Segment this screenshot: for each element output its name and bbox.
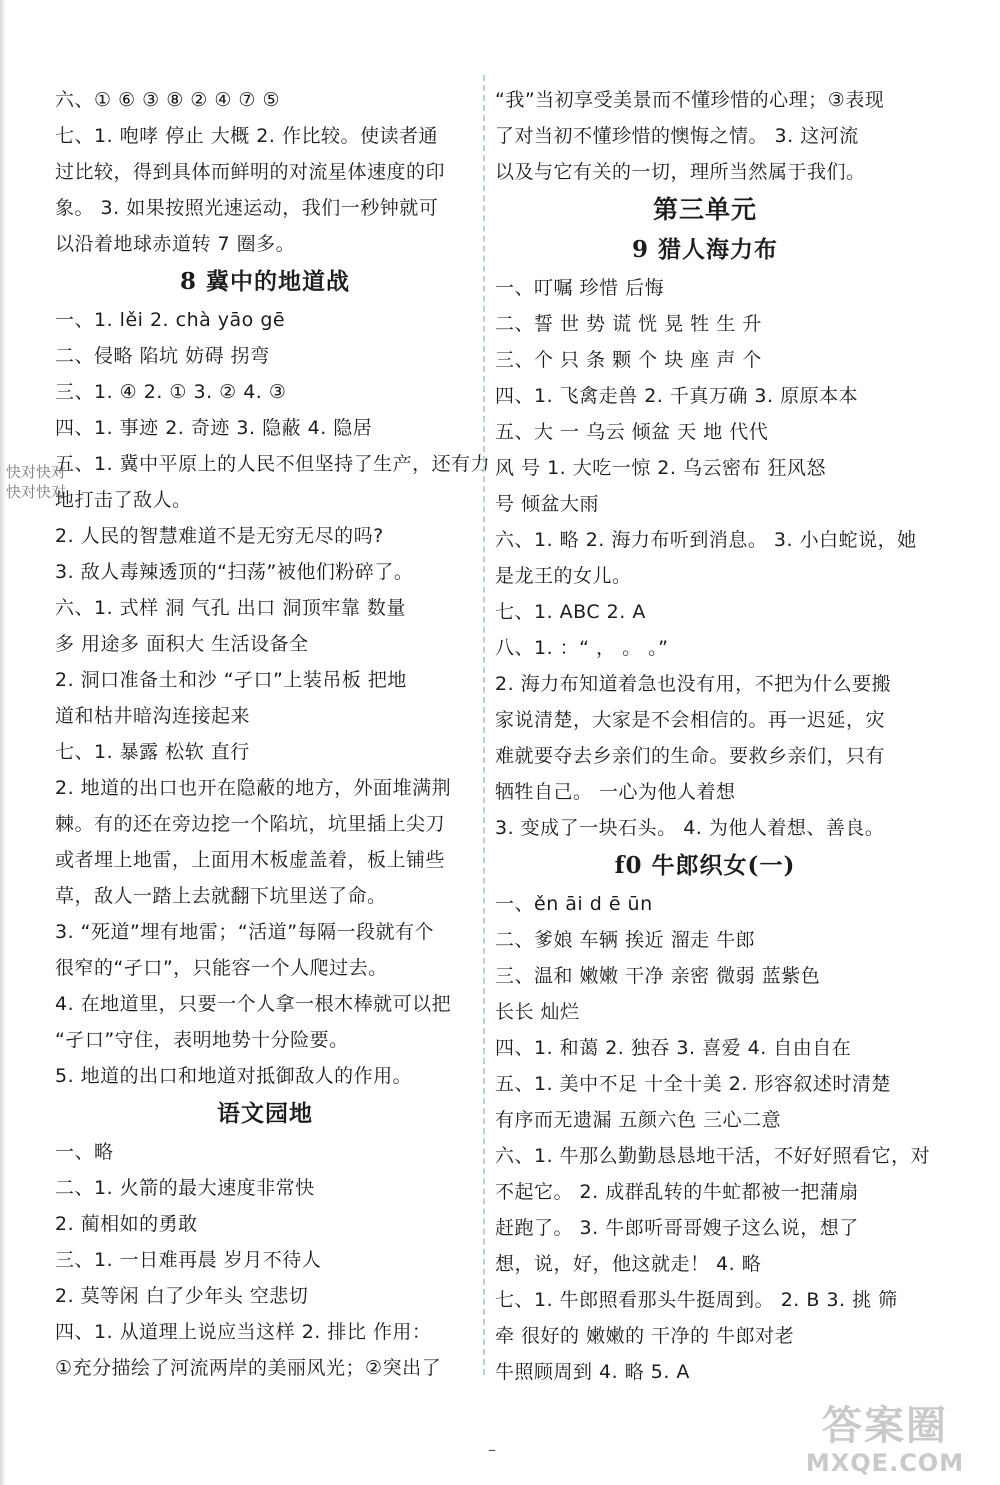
answer-line: 4. 在地道里，只要一个人拿一根木棒就可以把 — [55, 993, 452, 1015]
answer-line: 四、1. 飞禽走兽 2. 千真万确 3. 原原本本 — [495, 385, 859, 407]
answer-line: 六、1. 式样 洞 气孔 出口 洞顶牢靠 数量 — [55, 597, 406, 619]
answer-line: 七、1. ABC 2. A — [495, 601, 646, 623]
answer-line: 想，说，好，他这就走！ 4. 略 — [495, 1253, 762, 1275]
answer-line: 5. 地道的出口和地道对抵御敌人的作用。 — [55, 1065, 413, 1087]
answer-line: 五、1. 冀中平原上的人民不但坚持了生产，还有力 — [55, 453, 491, 475]
answer-line: 棘。有的还在旁边挖一个陷坑，坑里插上尖刀 — [55, 813, 446, 835]
section-title: 语文园地 — [217, 1100, 313, 1127]
answer-line: 长长 灿烂 — [495, 1001, 580, 1023]
answer-line: 六、1. 牛那么勤勤恳恳地干活，不好好照看它，对 — [495, 1145, 931, 1167]
answer-line: 3. “死道”埋有地雷；“活道”每隔一段就有个 — [55, 921, 435, 943]
answer-line: 草，敌人一踏上去就翻下坑里送了命。 — [55, 885, 387, 907]
answer-line: 二、1. 火箭的最大速度非常快 — [55, 1177, 315, 1199]
answer-line: 三、1. ④ 2. ① 3. ② 4. ③ — [55, 381, 287, 403]
lesson-title: 9 猎人海力布 — [631, 236, 778, 263]
answer-line: 2. 莫等闲 白了少年头 空悲切 — [55, 1285, 309, 1307]
answer-line: 难就要夺去乡亲们的生命。要救乡亲们，只有 — [495, 745, 886, 767]
right-column — [495, 82, 931, 1390]
answer-line: ①充分描绘了河流两岸的美丽风光；②突出了 — [55, 1357, 442, 1379]
answer-line: 二、爹娘 车辆 挨近 溜走 牛郎 — [495, 929, 756, 951]
answer-line: 六、① ⑥ ③ ⑧ ② ④ ⑦ ⑤ — [55, 89, 281, 111]
answer-line: 地打击了敌人。 — [55, 489, 192, 511]
answer-line: 2. 蔺相如的勇敢 — [55, 1213, 198, 1235]
answer-line: 很窄的“孑口”，只能容一个人爬过去。 — [55, 957, 388, 979]
answer-line: 五、1. 美中不足 十全十美 2. 形容叙述时清楚 — [495, 1073, 891, 1095]
answer-line: 三、1. 一日难再晨 岁月不待人 — [55, 1249, 322, 1271]
answer-line: 或者埋上地雷，上面用木板虚盖着，板上铺些 — [55, 849, 446, 871]
answer-line: 2. 人民的智慧难道不是无穷无尽的吗? — [55, 525, 384, 547]
margin-note-line: 快对快对 — [6, 463, 67, 481]
answer-line: 三、温和 嫩嫩 干净 亲密 微弱 蓝紫色 — [495, 965, 821, 987]
answer-line: 风 号 1. 大吃一惊 2. 乌云密布 狂风怒 — [495, 457, 826, 479]
unit-title: 第三单元 — [652, 195, 757, 224]
left-column — [55, 82, 491, 1386]
answer-line: 不起它。 2. 成群乱转的牛虻都被一把蒲扇 — [495, 1181, 859, 1203]
answer-line: 五、大 一 乌云 倾盆 天 地 代代 — [495, 421, 769, 443]
answer-line: “我”当初享受美景而不懂珍惜的心理；③表现 — [495, 89, 885, 111]
answer-line: 是龙王的女儿。 — [495, 565, 632, 587]
answer-line: “孑口”守住，表明地势十分险要。 — [55, 1029, 349, 1051]
answer-line: 四、1. 事迹 2. 奇迹 3. 隐蔽 4. 隐居 — [55, 417, 373, 439]
watermark-url: MXQE.COM — [805, 1449, 965, 1477]
answer-line: 家说清楚，大家是不会相信的。再一迟延，灾 — [495, 709, 886, 731]
margin-handwritten-note — [6, 462, 66, 502]
answer-line: 四、1. 和蔼 2. 独吞 3. 喜爱 4. 自由自在 — [495, 1037, 852, 1059]
answer-line: 七、1. 暴露 松软 直行 — [55, 741, 250, 763]
column-divider — [483, 75, 485, 1375]
answer-line: 以及与它有关的一切，理所当然属于我们。 — [495, 161, 866, 183]
answer-line: 了对当初不懂珍惜的懊悔之情。 3. 这河流 — [495, 125, 859, 147]
answer-line: 七、1. 咆哮 停止 大概 2. 作比较。使读者通 — [55, 125, 438, 147]
answer-line: 一、1. lěi 2. chà yāo gē — [55, 309, 286, 331]
lesson-title: 8 冀中的地道战 — [179, 268, 350, 295]
answer-line: 一、略 — [55, 1141, 114, 1163]
answer-line: 一、ěn āi d ē ūn — [495, 893, 653, 915]
watermark-logo: 答案圈 — [822, 1403, 948, 1449]
page-edge-shadow — [0, 0, 6, 1485]
answer-line: 四、1. 从道理上说应当这样 2. 排比 作用： — [55, 1321, 432, 1343]
watermark — [780, 1403, 990, 1477]
answer-line: 二、誓 世 势 谎 恍 晃 牲 生 升 — [495, 313, 762, 335]
answer-line: 七、1. 牛郎照看那头牛挺周到。 2. B 3. 挑 筛 — [495, 1289, 898, 1311]
answer-line: 3. 敌人毒辣透顶的“扫荡”被他们粉碎了。 — [55, 561, 414, 583]
answer-line: 号 倾盆大雨 — [495, 493, 600, 515]
answer-line: 牛照顾周到 4. 略 5. A — [495, 1361, 690, 1383]
answer-line: 三、个 只 条 颗 个 块 座 声 个 — [495, 349, 762, 371]
margin-note-line: 快对快对 — [6, 483, 67, 501]
answer-line: 2. 海力布知道着急也没有用，不把为什么要搬 — [495, 673, 892, 695]
answer-line: 象。 3. 如果按照光速运动，我们一秒钟就可 — [55, 197, 439, 219]
answer-line: 多 用途多 面积大 生活设备全 — [55, 633, 309, 655]
answer-line: 二、侵略 陷坑 妨碍 拐弯 — [55, 345, 270, 367]
answer-line: 道和枯井暗沟连接起来 — [55, 705, 251, 727]
answer-line: 2. 洞口准备土和沙 “孑口”上装吊板 把地 — [55, 669, 407, 691]
answer-line: 牺牲自己。 一心为他人着想 — [495, 781, 736, 803]
answer-line: 3. 变成了一块石头。 4. 为他人着想、善良。 — [495, 817, 885, 839]
answer-line: 以沿着地球赤道转 7 圈多。 — [55, 233, 296, 255]
answer-line: 八、1. ：“ ， 。 。” — [495, 637, 669, 659]
answer-line: 六、1. 略 2. 海力布听到消息。 3. 小白蛇说，她 — [495, 529, 917, 551]
lesson-title: f0 牛郎织女(一) — [614, 852, 796, 879]
page-mark: – — [488, 1440, 496, 1459]
answer-line: 一、叮嘱 珍惜 后悔 — [495, 277, 665, 299]
answer-line: 有序而无遗漏 五颜六色 三心二意 — [495, 1109, 782, 1131]
answer-line: 牵 很好的 嫩嫩的 干净的 牛郎对老 — [495, 1325, 795, 1347]
answer-line: 2. 地道的出口也开在隐蔽的地方，外面堆满荆 — [55, 777, 452, 799]
answer-line: 赶跑了。 3. 牛郎听哥哥嫂子这么说，想了 — [495, 1217, 859, 1239]
answer-line: 过比较，得到具体而鲜明的对流星体速度的印 — [55, 161, 446, 183]
